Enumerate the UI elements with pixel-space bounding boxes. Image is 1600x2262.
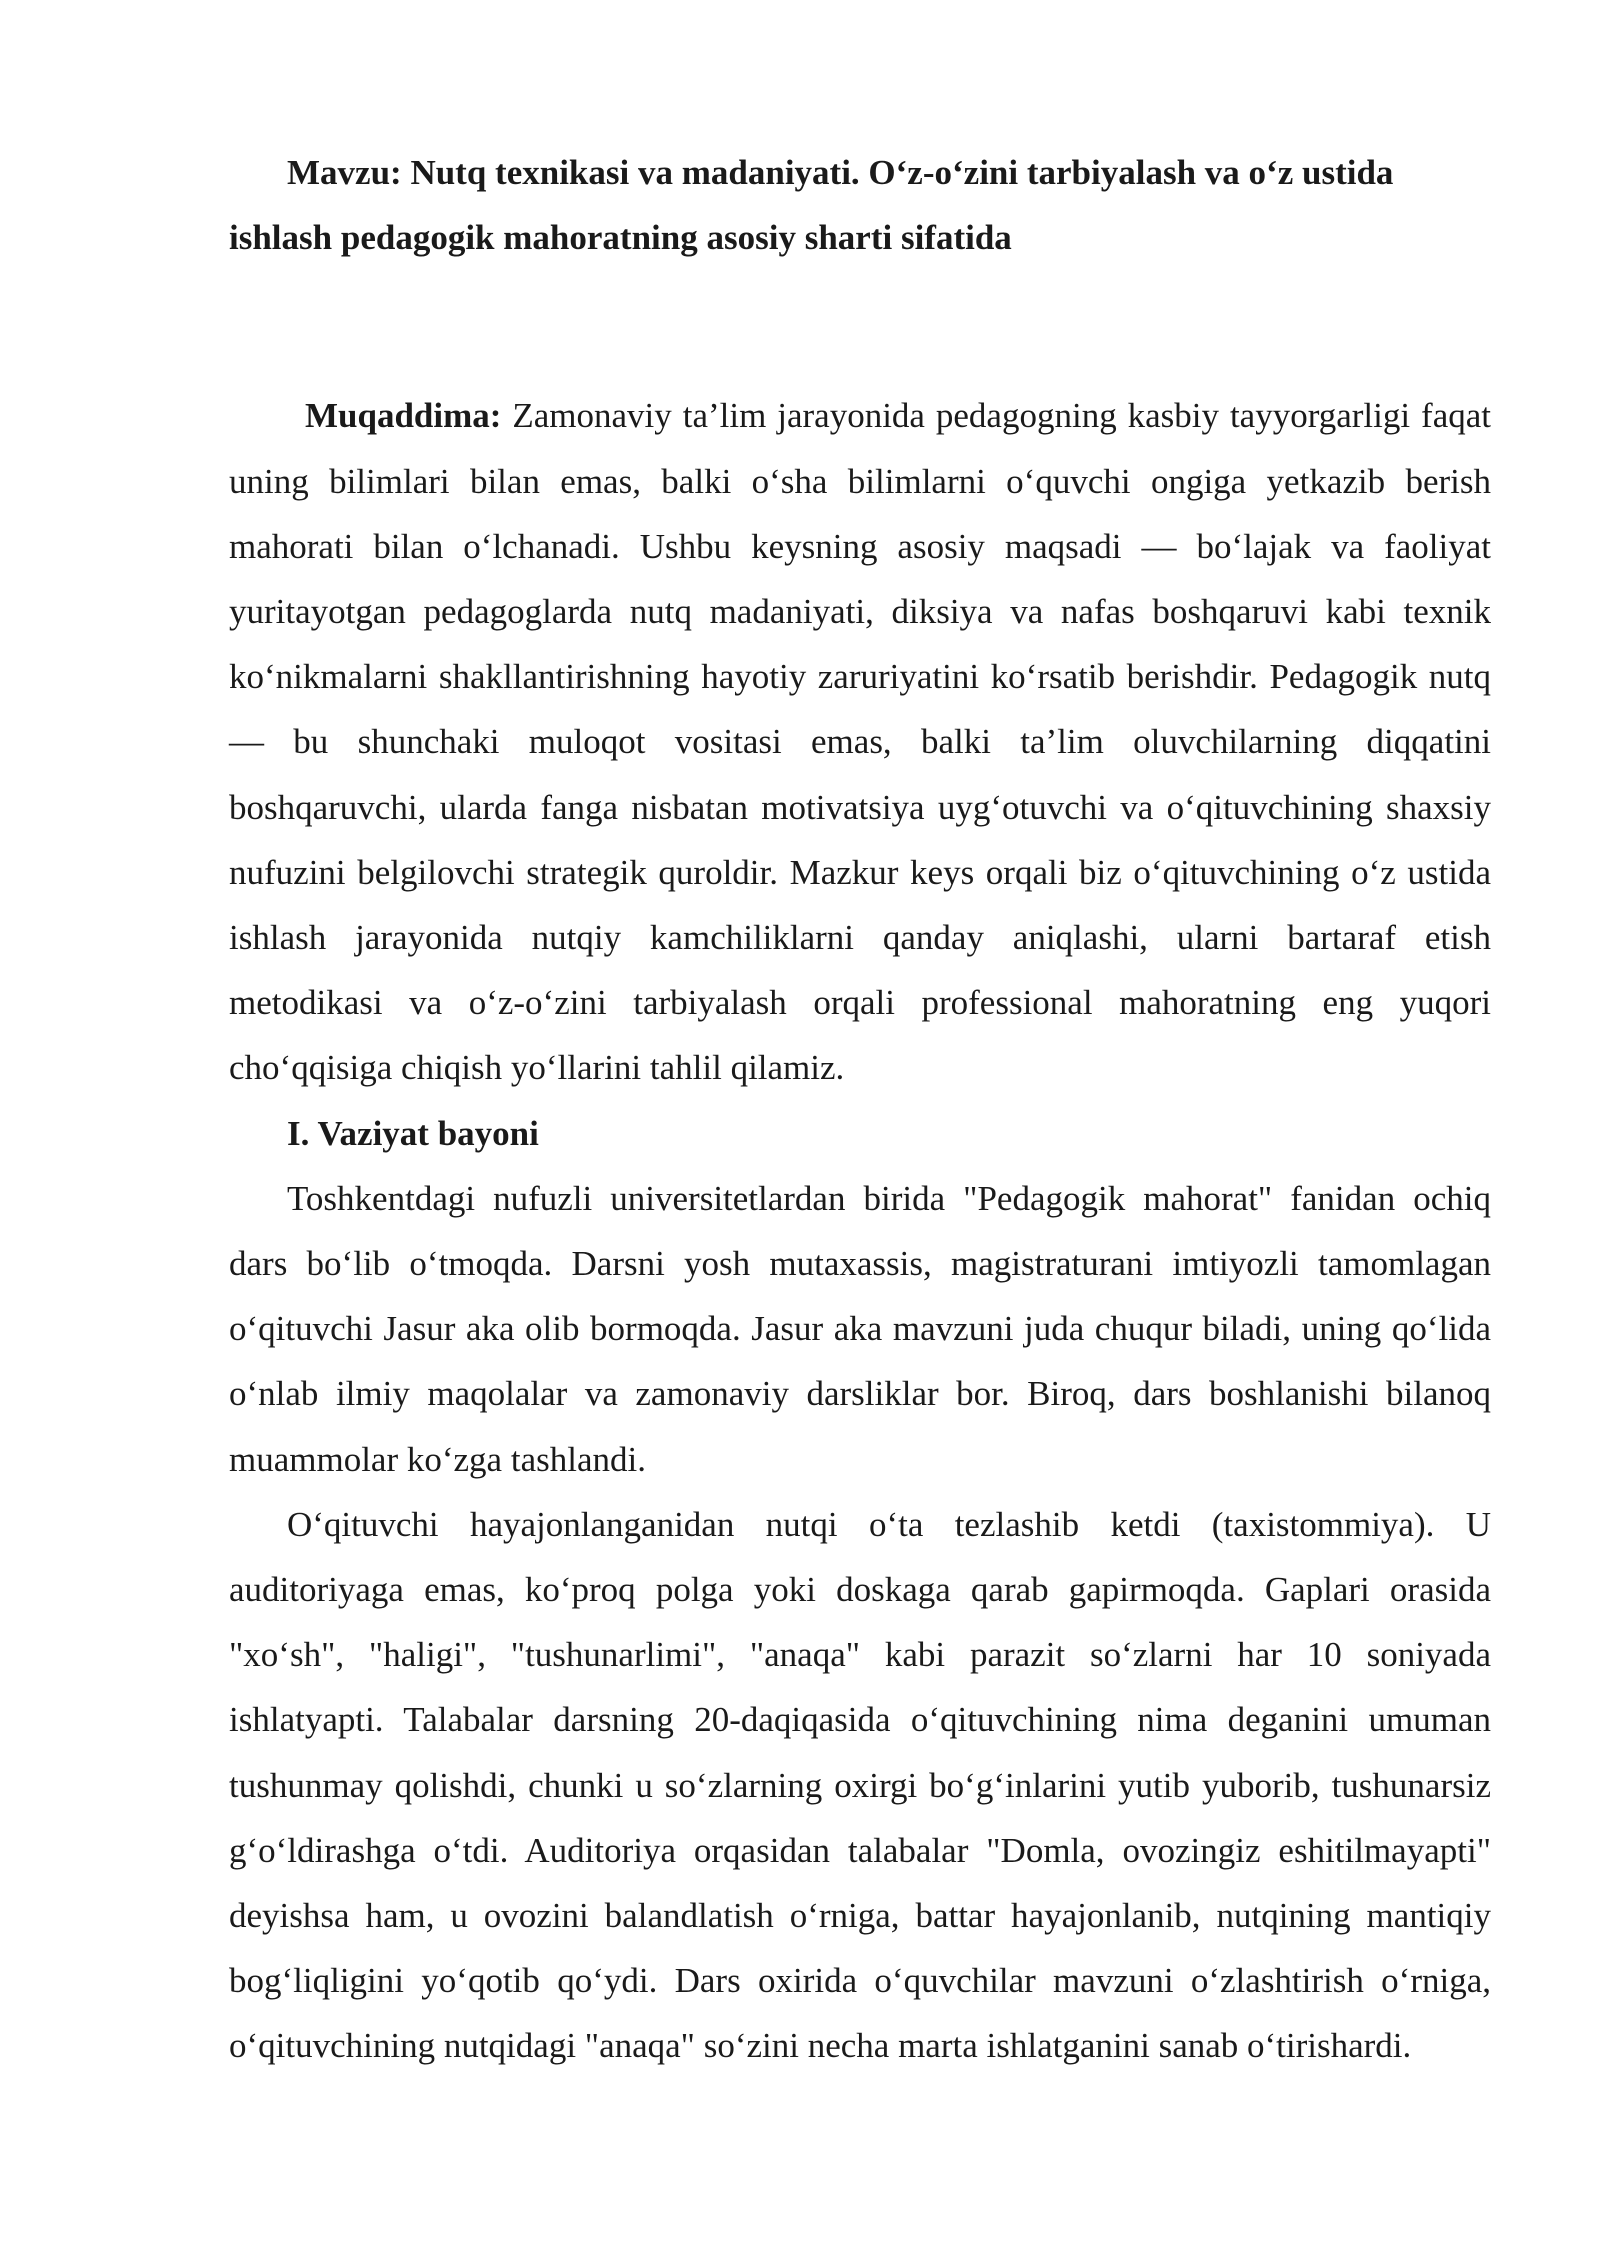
intro-text: Zamonaviy ta’lim jarayonida pedagogning kasbiy tayyorgarligi faqat uning bilimlari bilan emas, balki o‘sha bilimlarni o‘quvchi ongiga yetkazib berish mahorati bilan o‘lchanadi. Ushbu keysning asosiy maqsadi — bo‘lajak va faoliyat yuritayotgan pedagoglarda nutq madaniyati, diksiya va nafas boshqaruvi kabi texnik ko‘nikmalarni shakllantirishning hayotiy zaruriyatini ko‘rsatib berishdir. Pedagogik nutq — bu shunchaki muloqot vositasi emas, balki ta’lim oluvchilarning diqqatini boshqaruvchi, ularda fanga nisbatan motivatsiya uyg‘otuvchi va o‘qituvchining shaxsiy nufuzini belgilovchi strategik quroldir. Mazkur keys orqali biz o‘qituvchining o‘z ustida ishlash jarayonida nutqiy kamchiliklarni qanday aniqlashi, ularni bartaraf etish metodikasi va o‘z-o‘zini tarbiyalash orqali professional mahoratning eng yuqori cho‘qqisiga chiqish yo‘llarini tahlil qilamiz.	[229, 396, 1491, 1088]
document-title: Mavzu: Nutq texnikasi va madaniyati. O‘z-o‘zini tarbiyalash va o‘z ustida ishlash pedagogik mahoratning asosiy sharti sifatida	[229, 153, 1394, 258]
document-page	[229, 140, 1491, 2079]
intro-label: Muqaddima:	[305, 396, 502, 436]
section-paragraph-1: Toshkentdagi nufuzli universitetlardan birida "Pedagogik mahorat" fanidan ochiq dars bo‘lib o‘tmoqda. Darsni yosh mutaxassis, magistraturani imtiyozli tamomlagan o‘qituvchi Jasur aka olib bormoqda. Jasur aka mavzuni juda chuqur biladi, uning qo‘lida o‘nlab ilmiy maqolalar va zamonaviy darsliklar bor. Biroq, dars boshlanishi bilanoq muammolar ko‘zga tashlandi.	[229, 1178, 1491, 1479]
intro-paragraph	[229, 383, 1491, 1100]
section-heading: I. Vaziyat bayoni	[287, 1113, 539, 1153]
title-spacer	[229, 270, 1491, 383]
section-paragraph-2: O‘qituvchi hayajonlanganidan nutqi o‘ta tezlashib ketdi (taxistommiya). U auditoriyaga emas, ko‘proq polga yoki doskaga qarab gapirmoqda. Gaplari orasida "xo‘sh", "haligi", "tushunarlimi", "anaqa" kabi parazit so‘zlarni har 10 soniyada ishlatyapti. Talabalar darsning 20-daqiqasida o‘qituvchining nima deganini umuman tushunmay qolishdi, chunki u so‘zlarning oxirgi bo‘g‘inlarini yutib yuborib, tushunarsiz g‘o‘ldirashga o‘tdi. Auditoriya orqasidan talabalar "Domla, ovozingiz eshitilmayapti" deyishsa ham, u ovozini balandlatish o‘rniga, battar hayajonlanib, nutqining mantiqiy bog‘liqligini yo‘qotib qo‘ydi. Dars oxirida o‘quvchilar mavzuni o‘zlashtirish o‘rniga, o‘qituvchining nutqidagi "anaqa" so‘zini necha marta ishlatganini sanab o‘tirishardi.	[229, 1504, 1491, 2066]
